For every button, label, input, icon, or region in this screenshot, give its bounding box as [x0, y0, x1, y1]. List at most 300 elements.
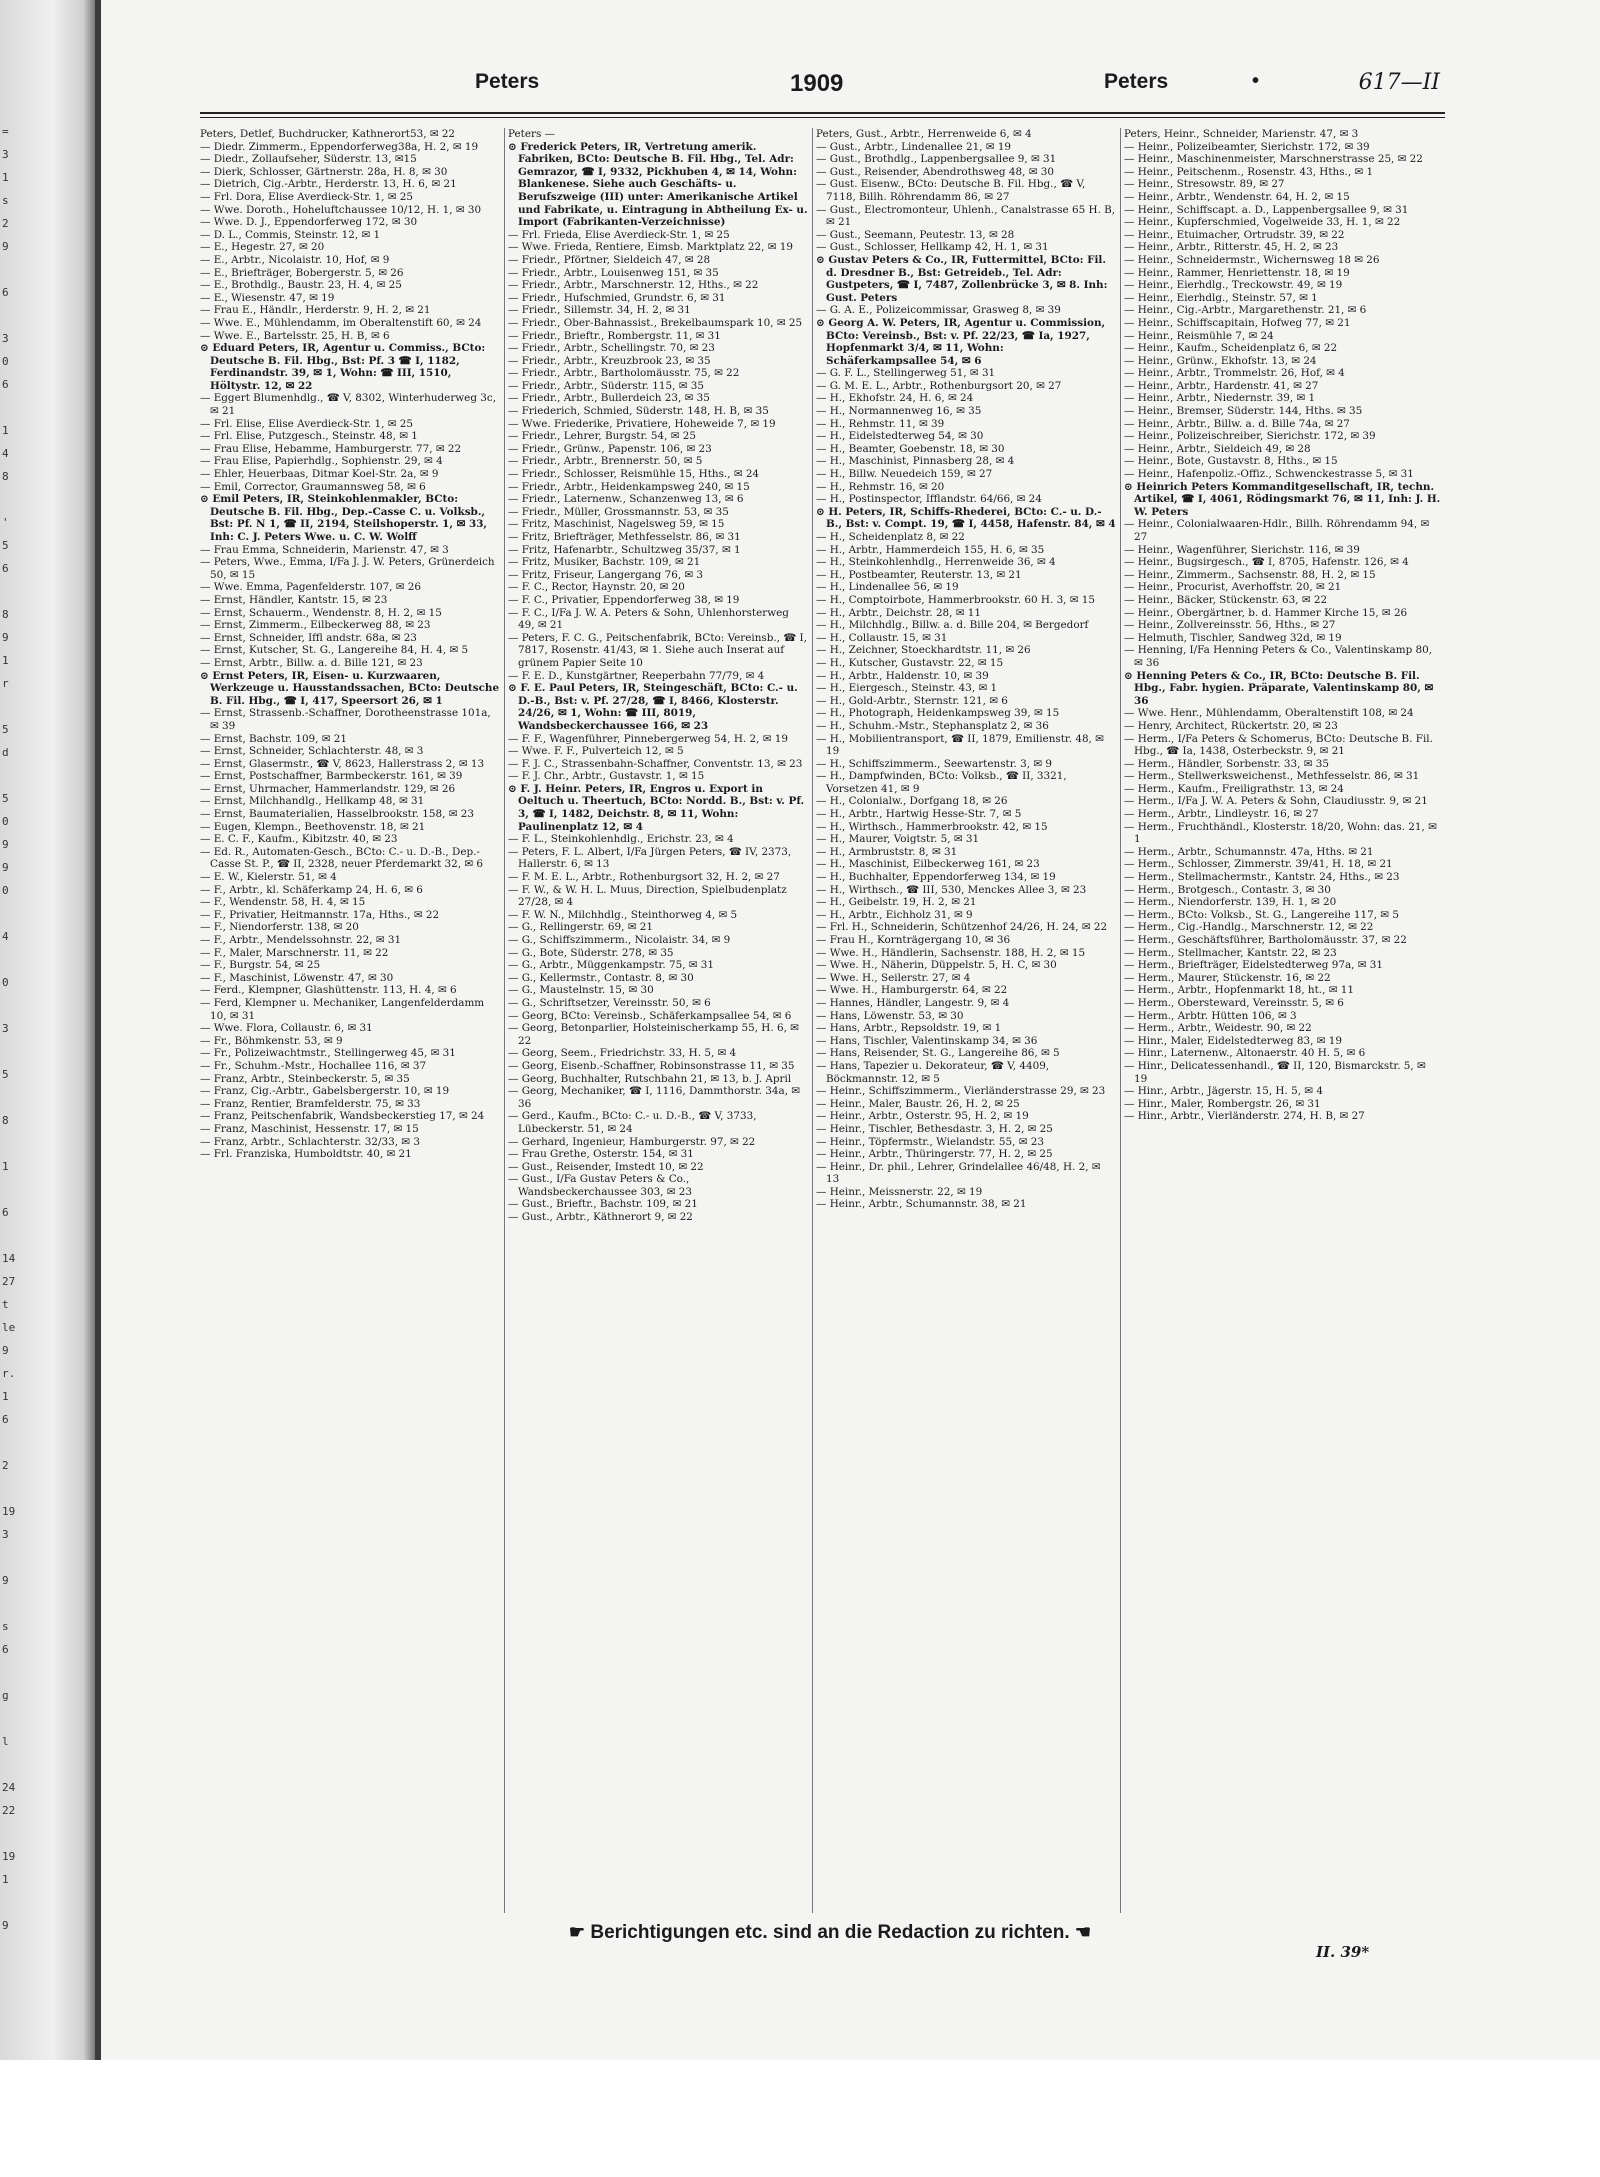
directory-entry: — H., Scheidenplatz 8, ✉ 22 — [816, 531, 965, 543]
directory-entry: — Heinr., Etuimacher, Ortrudstr. 39, ✉ 22 — [1124, 228, 1345, 241]
directory-entry: — Hinr., Maler, Rombergstr. 26, ✉ 31 — [1124, 1097, 1321, 1110]
directory-entry: — G. F. L., Stellingerweg 51, ✉ 31 — [816, 367, 996, 380]
directory-entry: — Gust., Reisender, Imstedt 10, ✉ 22 — [508, 1160, 704, 1173]
directory-entry: — Frl. Elise, Putzgesch., Steinstr. 48, ✉ 1 — [200, 430, 418, 443]
directory-entry: — Herm., Arbtr., Schumannstr. 47a, Hths. ✉ 21 — [1124, 845, 1374, 858]
scan-edge-left — [0, 0, 95, 2060]
directory-entry: — Heinr., Polizeischreiber, Sierichstr. 172, ✉ 39 — [1124, 430, 1376, 443]
directory-entry: — Herm., Maurer, Stückenstr. 16, ✉ 22 — [1124, 971, 1331, 984]
directory-entry: — D. L., Commis, Steinstr. 12, ✉ 1 — [200, 228, 381, 241]
directory-entry: — Friedr., Hufschmied, Grundstr. 6, ✉ 31 — [508, 291, 726, 304]
directory-entry: — H., Steinkohlenhdlg., Herrenweide 36, ✉ 4 — [816, 556, 1056, 569]
directory-entry: — Wwe. H., Seilerstr. 27, ✉ 4 — [816, 971, 971, 984]
directory-entry: — Friedr., Arbtr., Bartholomäusstr. 75, ✉ 22 — [508, 367, 740, 380]
directory-entry: — H., Eidelstedterweg 54, ✉ 30 — [816, 430, 984, 443]
directory-entry: — Herm., Obersteward, Vereinsstr. 5, ✉ 6 — [1124, 996, 1344, 1009]
directory-entry: — Heinr., Meissnerstr. 22, ✉ 19 — [816, 1185, 983, 1198]
directory-entry: — F., Maler, Marschnerstr. 11, ✉ 22 — [200, 946, 389, 959]
directory-entry: — Frau Grethe, Osterstr. 154, ✉ 31 — [508, 1148, 694, 1161]
directory-entry: — Herm., Arbtr., Weidestr. 90, ✉ 22 — [1124, 1022, 1312, 1035]
directory-entry: — Heinr., Tischler, Bethesdastr. 3, H. 2, ✉ 25 — [816, 1122, 1053, 1135]
directory-entry: ⊙ Emil Peters, IR, Steinkohlenmakler, BCto: Deutsche B. Fil. Hbg., Dep.-Casse C. u. Volksb., Bst: Pf. N 1, ☎ II, 2194, Steilshoperstr. 1, ✉ 33, Inh: C. J. Peters Wwe. u. C. W. Wolff — [200, 493, 488, 543]
directory-entry: — Herm., Stellmachermstr., Kantstr. 24, Hths., ✉ 23 — [1124, 871, 1400, 884]
directory-entry: — Herm., Kaufm., Freiligrathstr. 13, ✉ 24 — [1124, 782, 1344, 795]
directory-entry: — Franz, Cig.-Arbtr., Gabelsbergerstr. 10, ✉ 19 — [200, 1085, 450, 1098]
directory-entry: — Wwe. Frieda, Rentiere, Eimsb. Marktplatz 22, ✉ 19 — [508, 241, 793, 254]
directory-entry: — Wwe. Friederike, Privatiere, Hoheweide 7, ✉ 19 — [508, 417, 776, 430]
directory-entry: ⊙ F. J. Heinr. Peters, IR, Engros u. Export in Oeltuch u. Theertuch, BCto: Nordd. B., Bst: v. Pf. 3, ☎ I, 1482, Deichstr. 8, ✉ 11, Wohn: Paulinenplatz 12, ✉ 4 — [508, 782, 805, 833]
directory-entry: — Heinr., Arbtr., Sieldeich 49, ✉ 28 — [1124, 442, 1311, 455]
directory-entry: ⊙ Georg A. W. Peters, IR, Agentur u. Commission, BCto: Vereinsb., Bst: v. Pf. 22/23, ☎ Ia, 1927, Hopfenmarkt 3/4, ✉ 11, Wohn: Schäferkampsallee 54, ✉ 6 — [816, 316, 1106, 367]
directory-entry: — Friedr., Arbtr., Süderstr. 115, ✉ 35 — [508, 379, 704, 392]
directory-entry: — E. C. F., Kaufm., Kibitzstr. 40, ✉ 23 — [200, 833, 398, 846]
directory-entry: — E., Briefträger, Bobergerstr. 5, ✉ 26 — [200, 266, 404, 279]
hand-pointing-left-icon: ☚ — [1074, 1922, 1092, 1942]
directory-entry: — F., Wendenstr. 58, H. 4, ✉ 15 — [200, 896, 366, 909]
directory-entry: — Herm., Fruchthändl., Klosterstr. 18/20, Wohn: das. 21, ✉ 1 — [1124, 820, 1437, 846]
directory-entry: ⊙ F. E. Paul Peters, IR, Steingeschäft, BCto: C.- u. D.-B., Bst: v. Pf. 27/28, ☎ I, 8466, Klosterstr. 24/26, ✉ 1, Wohn: ☎ III, 8019, Wandsbeckerchaussee 166, ✉ 23 — [508, 682, 798, 732]
directory-entry: — Friedr., Arbtr., Marschnerstr. 12, Hths., ✉ 22 — [508, 279, 759, 292]
directory-entry: — Wwe. H., Näherin, Düppelstr. 5, H. C, ✉ 30 — [816, 959, 1057, 972]
directory-entry: — Friedr., Pförtner, Sieldeich 47, ✉ 28 — [508, 253, 711, 266]
directory-entry: — E., Brothdlg., Baustr. 23, H. 4, ✉ 25 — [200, 279, 402, 292]
directory-entry: — F. J. C., Strassenbahn-Schaffner, Conventstr. 13, ✉ 23 — [508, 757, 803, 770]
directory-entry: — Heinr., Arbtr., Osterstr. 95, H. 2, ✉ 19 — [816, 1110, 1029, 1123]
directory-entry: — Heinr., Bote, Gustavstr. 8, Hths., ✉ 15 — [1124, 455, 1338, 468]
directory-entry: — Heinr., Bugsirgesch., ☎ I, 8705, Hafenstr. 126, ✉ 4 — [1124, 556, 1409, 569]
directory-entry: — Gerhard, Ingenieur, Hamburgerstr. 97, ✉ 22 — [508, 1135, 756, 1148]
directory-entry: — Gust., Schlosser, Hellkamp 42, H. 1, ✉ 31 — [816, 241, 1049, 254]
directory-entry: — Wwe. Doroth., Hoheluftchaussee 10/12, H. 1, ✉ 30 — [200, 203, 482, 216]
directory-entry: — Gust., Brothdlg., Lappenbergsallee 9, ✉ 31 — [816, 153, 1057, 166]
directory-entry: — Emil, Corrector, Graumannsweg 58, ✉ 6 — [200, 480, 426, 493]
directory-entry: ⊙ Eduard Peters, IR, Agentur u. Commiss., BCto: Deutsche B. Fil. Hbg., Bst: Pf. 3 ☎ I, 1182, Ferdinandstr. 39, ✉ 1, Wohn: ☎ III, 1510, Höltystr. 12, ✉ 22 — [200, 342, 486, 392]
left-page-fragments: = 3 1 s 2 9 6 3 0 6 1 4 8 ' 5 6 8 9 1 r 5 d 5 0 9 9 0 4 0 3 5 8 1 6 14 27 t le 9 r. 1 6 2 19 3 9 s 6 g l 24 22 19 1 9 — [2, 125, 16, 1932]
directory-entry: — Heinr., Colonialwaaren-Hdlr., Billh. Röhrendamm 94, ✉ 27 — [1124, 518, 1430, 543]
directory-entry: — Friedr., Laternenw., Schanzenweg 13, ✉ 6 — [508, 493, 744, 506]
directory-entry: — H., Comptoirbote, Hammerbrookstr. 60 H. 3, ✉ 15 — [816, 593, 1096, 606]
directory-entry: — F. C., Rector, Haynstr. 20, ✉ 20 — [508, 581, 685, 594]
directory-entry: — Diedr., Zollaufseher, Süderstr. 13, ✉15 — [200, 153, 417, 166]
directory-entry: ⊙ H. Peters, IR, Schiffs-Rhederei, BCto: C.- u. D.-B., Bst: v. Compt. 19, ☎ I, 4458, Hafenstr. 84, ✉ 4 — [816, 505, 1116, 531]
directory-entry: — Heinr., Procurist, Averhoffstr. 20, ✉ 21 — [1124, 581, 1342, 594]
directory-entry: — Gust., Seemann, Peutestr. 13, ✉ 28 — [816, 228, 1015, 241]
directory-entry: — H., Schuhm.-Mstr., Stephansplatz 2, ✉ 36 — [816, 719, 1049, 732]
directory-entry: — Henry, Architect, Rückertstr. 20, ✉ 23 — [1124, 719, 1338, 732]
directory-entry: — Ernst, Strassenb.-Schaffner, Dorotheenstrasse 101a, ✉ 39 — [200, 707, 491, 732]
directory-entry: — Franz, Maschinist, Hessenstr. 17, ✉ 15 — [200, 1122, 419, 1135]
directory-entry: — Heinr., Arbtr., Niedernstr. 39, ✉ 1 — [1124, 392, 1316, 405]
directory-entry: — Heinr., Bäcker, Stückenstr. 63, ✉ 22 — [1124, 593, 1328, 606]
directory-entry: — Friedr., Arbtr., Brennerstr. 50, ✉ 5 — [508, 455, 703, 468]
directory-entry: — Georg, Eisenb.-Schaffner, Robinsonstrasse 11, ✉ 35 — [508, 1059, 795, 1072]
directory-entry: — Heinr., Töpfermstr., Wielandstr. 55, ✉ 23 — [816, 1135, 1044, 1148]
directory-entry: ⊙ Frederick Peters, IR, Vertretung amerik. Fabriken, BCto: Deutsche B. Fil. Hbg., Tel. Adr: Gemrazor, ☎ I, 9332, Pickhuben 4, ✉ 14, Wohn: Blankenese. Siehe auch Geschäfts- u. Berufszweige (III) unter: Amerikanische Artikel und Fabrikate, u. Eintragung in Abtheilung Ex- u. Import (Fabrikanten-Verzeichnisse) — [508, 140, 808, 229]
directory-entry: — Ernst, Glasermstr., ☎ V, 8623, Hallerstrass 2, ✉ 13 — [200, 757, 485, 770]
hand-pointing-right-icon: ☛ — [568, 1922, 586, 1942]
directory-entry: — Fr., Böhmkenstr. 53, ✉ 9 — [200, 1034, 343, 1047]
directory-entry: — Heinr., Arbtr., Trommelstr. 26, Hof, ✉ 4 — [1124, 367, 1345, 380]
directory-entry: — F. F., Wagenführer, Pinnebergerweg 54, H. 2, ✉ 19 — [508, 732, 788, 745]
directory-entry: — H., Collaustr. 15, ✉ 31 — [816, 631, 948, 644]
directory-entry: — Dietrich, Cig.-Arbtr., Herderstr. 13, H. 6, ✉ 21 — [200, 178, 457, 191]
directory-entry: — Hannes, Händler, Langestr. 9, ✉ 4 — [816, 996, 1010, 1009]
directory-entry: — Herm., Cig.-Handlg., Marschnerstr. 12, ✉ 22 — [1124, 921, 1374, 934]
directory-entry: — Wwe. F. F., Pulverteich 12, ✉ 5 — [508, 745, 684, 758]
directory-entry: — Wwe. H., Händlerin, Sachsenstr. 188, H. 2, ✉ 15 — [816, 946, 1086, 959]
directory-entry: — H., Eiergesch., Steinstr. 43, ✉ 1 — [816, 682, 998, 695]
directory-entry: — Eugen, Klempn., Beethovenstr. 18, ✉ 21 — [200, 820, 426, 833]
directory-entry: — H., Postbeamter, Reuterstr. 13, ✉ 21 — [816, 568, 1022, 581]
directory-entry: — H., Buchhalter, Eppendorferweg 134, ✉ 19 — [816, 871, 1056, 884]
directory-entry: — F., Privatier, Heitmannstr. 17a, Hths., ✉ 22 — [200, 908, 440, 921]
directory-entry: — Friedr., Schlosser, Reismühle 15, Hths., ✉ 24 — [508, 468, 760, 481]
directory-entry: — H., Gold-Arbtr., Sternstr. 121, ✉ 6 — [816, 694, 1008, 707]
directory-entry: — F. J. Chr., Arbtr., Gustavstr. 1, ✉ 15 — [508, 770, 705, 783]
directory-entry: — H., Wirthsch., ☎ III, 530, Menckes Allee 3, ✉ 23 — [816, 883, 1087, 896]
directory-entry: — H., Maschinist, Eilbeckerweg 161, ✉ 23 — [816, 858, 1040, 871]
column-divider — [1120, 128, 1121, 1913]
directory-entry: — H., Wirthsch., Hammerbrookstr. 42, ✉ 15 — [816, 820, 1048, 833]
directory-entry: — H., Mobilientransport, ☎ II, 1879, Emilienstr. 48, ✉ 19 — [816, 732, 1104, 758]
directory-entry: — E. W., Kielerstr. 51, ✉ 4 — [200, 871, 337, 884]
directory-entry: — H., Ekhofstr. 24, H. 6, ✉ 24 — [816, 392, 974, 405]
directory-entry: — F. W. N., Milchhdlg., Steinthorweg 4, ✉ 5 — [508, 908, 738, 921]
directory-entry: — Heinr., Arbtr., Schumannstr. 38, ✉ 21 — [816, 1198, 1027, 1211]
directory-entry: — Diedr. Zimmerm., Eppendorferweg38a, H. 2, ✉ 19 — [200, 140, 479, 153]
directory-entry: — Friedr., Arbtr., Louisenweg 151, ✉ 35 — [508, 266, 719, 279]
directory-entry: — Friederich, Schmied, Süderstr. 148, H. B, ✉ 35 — [508, 405, 769, 418]
directory-entry: — Ernst, Zimmerm., Eilbeckerweg 88, ✉ 23 — [200, 619, 431, 632]
directory-entry: — H., Colonialw., Dorfgang 18, ✉ 26 — [816, 795, 1008, 808]
directory-entry: — Frl. Elise, Elise Averdieck-Str. 1, ✉ 25 — [200, 417, 413, 430]
directory-entry: — H., Normannenweg 16, ✉ 35 — [816, 405, 982, 418]
directory-entry: — Hinr., Maler, Eidelstedterweg 83, ✉ 19 — [1124, 1034, 1342, 1047]
directory-entry: — Fr., Polizeiwachtmstr., Stellingerweg 45, ✉ 31 — [200, 1047, 456, 1060]
directory-entry: — Ehler, Heuerbaas, Ditmar Koel-Str. 2a, ✉ 9 — [200, 468, 439, 481]
directory-entry: — Herm., I/Fa Peters & Schomerus, BCto: Deutsche B. Fil. Hbg., ☎ Ia, 1438, Osterbeckstr. 9, ✉ 21 — [1124, 732, 1433, 758]
directory-entry: — G., Kellermstr., Contastr. 8, ✉ 30 — [508, 971, 694, 984]
directory-entry: — Heinr., Stresowstr. 89, ✉ 27 — [1124, 178, 1285, 191]
directory-entry: — Franz, Peitschenfabrik, Wandsbeckerstieg 17, ✉ 24 — [200, 1110, 485, 1123]
directory-entry: — Frau H., Kornträgergang 10, ✉ 36 — [816, 934, 1011, 946]
directory-entry: — Fritz, Briefträger, Methfesselstr. 86, ✉ 31 — [508, 531, 741, 543]
directory-entry: — Heinr., Bremser, Süderstr. 144, Hths. ✉ 35 — [1124, 405, 1363, 418]
directory-entry: — Ernst, Schneider, Iffl andstr. 68a, ✉ 23 — [200, 631, 417, 644]
directory-entry: — Heinr., Hafenpoliz.-Offiz., Schwenckestrasse 5, ✉ 31 — [1124, 468, 1414, 481]
directory-entry: — Friedr., Brieftr., Rombergstr. 11, ✉ 31 — [508, 329, 721, 342]
directory-entry: — Fritz, Hafenarbtr., Schultzweg 35/37, ✉ 1 — [508, 543, 741, 556]
directory-entry: — H., Armbruststr. 8, ✉ 31 — [816, 845, 958, 858]
directory-entry: — Friedr., Lehrer, Burgstr. 54, ✉ 25 — [508, 430, 696, 443]
directory-entry: Peters, Detlef, Buchdrucker, Kathnerort53, ✉ 22 — [200, 128, 456, 140]
directory-entry: — F., Burgstr. 54, ✉ 25 — [200, 959, 321, 972]
directory-entry: — Friedr., Ober-Bahnassist., Brekelbaumspark 10, ✉ 25 — [508, 316, 803, 329]
directory-entry: — Hinr., Laternenw., Altonaerstr. 40 H. 5, ✉ 6 — [1124, 1047, 1366, 1060]
directory-entry: — G., Rellingerstr. 69, ✉ 21 — [508, 921, 653, 934]
directory-entry: — Ferd, Klempner u. Mechaniker, Langenfelderdamm 10, ✉ 31 — [200, 996, 485, 1022]
directory-entry: — Wwe. E., Bartelsstr. 25, H. B, ✉ 6 — [200, 329, 390, 342]
directory-entry: — E., Wiesenstr. 47, ✉ 19 — [200, 291, 335, 304]
directory-entry: — Frau E., Händlr., Herderstr. 9, H. 2, ✉ 21 — [200, 304, 431, 317]
directory-entry: — Hans, Tapezier u. Dekorateur, ☎ V, 4409, Böckmannstr. 12, ✉ 5 — [816, 1059, 1050, 1085]
directory-entry: — Heinr., Arbtr., Hardenstr. 41, ✉ 27 — [1124, 379, 1319, 392]
page-header — [380, 70, 1440, 110]
directory-column-2 — [508, 128, 808, 1913]
directory-entry: — Herm., Geschäftsführer, Bartholomäusstr. 37, ✉ 22 — [1124, 934, 1407, 946]
directory-entry: — G., Schiffszimmerm., Nicolaistr. 34, ✉ 9 — [508, 934, 731, 946]
directory-entry: Peters, Heinr., Schneider, Marienstr. 47, ✉ 3 — [1124, 128, 1359, 140]
column-divider — [812, 128, 813, 1913]
directory-entry: — Heinr., Zimmerm., Sachsenstr. 88, H. 2, ✉ 15 — [1124, 568, 1376, 581]
directory-entry: — H., Schiffszimmerm., Seewartenstr. 3, ✉ 9 — [816, 757, 1052, 770]
directory-entry: — Fritz, Friseur, Langergang 76, ✉ 3 — [508, 568, 704, 581]
directory-entry: — Gust. Eisenw., BCto: Deutsche B. Fil. Hbg., ☎ V, 7118, Billh. Röhrendamm 86, ✉ 27 — [816, 178, 1086, 203]
directory-entry: — Heinr., Maler, Baustr. 26, H. 2, ✉ 25 — [816, 1097, 1020, 1110]
directory-entry: — Georg, BCto: Vereinsb., Schäferkampsallee 54, ✉ 6 — [508, 1009, 792, 1022]
directory-entry: — Hans, Reisender, St. G., Langereihe 86, ✉ 5 — [816, 1047, 1060, 1060]
directory-entry: — Frau Emma, Schneiderin, Marienstr. 47, ✉ 3 — [200, 543, 449, 556]
directory-entry: — H., Arbtr., Deichstr. 28, ✉ 11 — [816, 606, 982, 619]
directory-entry: — E., Arbtr., Nicolaistr. 10, Hof, ✉ 9 — [200, 253, 390, 266]
directory-column-4 — [1124, 128, 1442, 1913]
directory-entry: — Herm., Arbtr., Hopfenmarkt 18, ht., ✉ 11 — [1124, 984, 1354, 997]
directory-entry: — Hans, Arbtr., Repsoldstr. 19, ✉ 1 — [816, 1022, 1002, 1035]
directory-entry: — G., Arbtr., Müggenkampstr. 75, ✉ 31 — [508, 959, 715, 972]
directory-entry: — Herm., BCto: Volksb., St. G., Langereihe 117, ✉ 5 — [1124, 908, 1399, 921]
directory-entry: Peters, Gust., Arbtr., Herrenweide 6, ✉ 4 — [816, 128, 1032, 140]
directory-entry: — Friedr., Arbtr., Heidenkampsweg 240, ✉ 15 — [508, 480, 750, 493]
header-right-name: Peters — [1104, 70, 1169, 93]
directory-entry: — H., Beamter, Goebenstr. 18, ✉ 30 — [816, 442, 1005, 455]
directory-entry: — H., Arbtr., Hartwig Hesse-Str. 7, ✉ 5 — [816, 808, 1022, 821]
directory-entry: — H., Maurer, Voigtstr. 5, ✉ 31 — [816, 833, 980, 846]
directory-entry: — Gust., Reisender, Abendrothsweg 48, ✉ 30 — [816, 165, 1054, 178]
directory-entry: — Ed. R., Automaten-Gesch., BCto: C.- u. D.-B., Dep.-Casse St. P., ☎ II, 2328, neuer Pferdemarkt 32, ✉ 6 — [200, 845, 484, 871]
directory-column-3 — [816, 128, 1116, 1913]
directory-entry: — Gust., Arbtr., Käthnerort 9, ✉ 22 — [508, 1211, 693, 1224]
directory-entry: — F. L., Steinkohlenhdlg., Erichstr. 23, ✉ 4 — [508, 833, 734, 846]
directory-entry: — Gust., Brieftr., Bachstr. 109, ✉ 21 — [508, 1198, 698, 1211]
directory-entry: — Herm., Niendorferstr. 139, H. 1, ✉ 20 — [1124, 896, 1337, 909]
directory-entry: — H., Dampfwinden, BCto: Volksb., ☎ II, 3321, Vorsetzen 41, ✉ 9 — [816, 770, 1067, 795]
header-dot: • — [1252, 70, 1260, 92]
directory-entry: — Georg, Mechaniker, ☎ I, 1116, Dammthorstr. 34a, ✉ 36 — [508, 1085, 801, 1110]
directory-entry: — H., Rehmstr. 16, ✉ 20 — [816, 480, 945, 493]
directory-entry: — Heinr., Dr. phil., Lehrer, Grindelallee 46/48, H. 2, ✉ 13 — [816, 1160, 1101, 1186]
directory-entry: — Ernst, Uhrmacher, Hammerlandstr. 129, ✉ 26 — [200, 782, 456, 795]
directory-entry: — Wwe. E., Mühlendamm, im Oberaltenstift 60, ✉ 24 — [200, 316, 482, 329]
directory-entry: — G. A. E., Polizeicommissar, Grasweg 8, ✉ 39 — [816, 304, 1061, 317]
directory-column-1 — [200, 128, 500, 1913]
directory-entry: — Heinr., Schneidermstr., Wichernsweg 18 ✉ 26 — [1124, 253, 1380, 266]
header-year: 1909 — [790, 70, 844, 97]
directory-entry: — Eggert Blumenhdlg., ☎ V, 8302, Winterhuderweg 3c, ✉ 21 — [200, 392, 497, 418]
directory-entry: — Fritz, Musiker, Bachstr. 109, ✉ 21 — [508, 556, 701, 569]
directory-entry: — G., Bote, Süderstr. 278, ✉ 35 — [508, 946, 674, 959]
directory-entry: — Herm., Arbtr., Lindleystr. 16, ✉ 27 — [1124, 808, 1319, 821]
directory-entry: — H., Arbtr., Eichholz 31, ✉ 9 — [816, 908, 973, 921]
directory-entry: — Hans, Löwenstr. 53, ✉ 30 — [816, 1009, 964, 1022]
directory-entry: — Heinr., Schiffscapitain, Hofweg 77, ✉ 21 — [1124, 316, 1351, 329]
directory-entry: — F. M. E. L., Arbtr., Rothenburgsort 32, H. 2, ✉ 27 — [508, 871, 780, 884]
directory-entry: — Heinr., Rammer, Henriettenstr. 18, ✉ 19 — [1124, 266, 1350, 279]
directory-entry: — Gerd., Kaufm., BCto: C.- u. D.-B., ☎ V, 3733, Lübeckerstr. 51, ✉ 24 — [508, 1110, 757, 1135]
header-page-number: 617—II — [1358, 70, 1440, 95]
directory-entry: — Herm., Arbtr. Hütten 106, ✉ 3 — [1124, 1009, 1297, 1022]
directory-entry: — Herm., Brotgesch., Contastr. 3, ✉ 30 — [1124, 883, 1331, 896]
header-left-name: Peters — [475, 70, 540, 93]
directory-entry: — Hinr., Delicatessenhandl., ☎ II, 120, Bismarckstr. 5, ✉ 19 — [1124, 1059, 1426, 1085]
directory-entry: — Friedr., Grünw., Papenstr. 106, ✉ 23 — [508, 442, 712, 455]
directory-entry: — Ernst, Arbtr., Billw. a. d. Bille 121, ✉ 23 — [200, 656, 423, 669]
directory-entry: — H., Kutscher, Gustavstr. 22, ✉ 15 — [816, 656, 1004, 669]
directory-entry: — Herm., Briefträger, Eidelstedterweg 97a, ✉ 31 — [1124, 959, 1384, 972]
directory-entry: — Heinr., Eierhdlg., Treckowstr. 49, ✉ 19 — [1124, 279, 1343, 292]
footer-notice-text: Berichtigungen etc. sind an die Redaction zu richten. — [590, 1922, 1070, 1943]
directory-entry: — Fr., Schuhm.-Mstr., Hochallee 116, ✉ 37 — [200, 1059, 427, 1072]
directory-entry: — Heinr., Obergärtner, b. d. Hammer Kirche 15, ✉ 26 — [1124, 606, 1408, 619]
directory-entry: — Dierk, Schlosser, Gärtnerstr. 28a, H. 8, ✉ 30 — [200, 165, 448, 178]
directory-entry: — Friedr., Arbtr., Bullerdeich 23, ✉ 35 — [508, 392, 710, 405]
directory-entry: — H., Postinspector, Ifflandstr. 64/66, ✉ 24 — [816, 493, 1042, 506]
directory-entry: — Henning, I/Fa Henning Peters & Co., Valentinskamp 80, ✉ 36 — [1124, 644, 1433, 669]
directory-entry: — G., Schriftsetzer, Vereinsstr. 50, ✉ 6 — [508, 996, 711, 1009]
directory-entry: — F., Arbtr., kl. Schäferkamp 24, H. 6, ✉ 6 — [200, 883, 423, 896]
directory-entry: — Heinr., Kupferschmied, Vogelweide 33, H. 1, ✉ 22 — [1124, 216, 1401, 229]
directory-entry: — H., Billw. Neuedeich 159, ✉ 27 — [816, 468, 993, 481]
directory-entry: — H., Zeichner, Stoeckhardtstr. 11, ✉ 26 — [816, 644, 1031, 657]
directory-entry: — Hinr., Arbtr., Vierländerstr. 274, H. B, ✉ 27 — [1124, 1110, 1365, 1123]
directory-entry: — Wwe. H., Hamburgerstr. 64, ✉ 22 — [816, 984, 1008, 997]
directory-entry: — G. M. E. L., Arbtr., Rothenburgsort 20, ✉ 27 — [816, 379, 1062, 392]
directory-entry: — Heinr., Maschinenmeister, Marschnerstrasse 25, ✉ 22 — [1124, 153, 1423, 166]
directory-entry: — Herm., I/Fa J. W. A. Peters & Sohn, Claudiusstr. 9, ✉ 21 — [1124, 795, 1428, 808]
directory-entry: — Frau Elise, Hebamme, Hamburgerstr. 77, ✉ 22 — [200, 442, 462, 455]
column-divider — [504, 128, 505, 1913]
directory-entry: — Friedr., Arbtr., Schellingstr. 70, ✉ 23 — [508, 342, 715, 355]
header-rule-secondary — [200, 117, 1445, 118]
directory-entry: — Ernst, Bachstr. 109, ✉ 21 — [200, 732, 348, 745]
directory-entry: — Heinr., Arbtr., Wendenstr. 64, H. 2, ✉ 15 — [1124, 190, 1350, 203]
directory-entry: — E., Hegestr. 27, ✉ 20 — [200, 241, 325, 254]
directory-entry: — Franz, Rentier, Bramfelderstr. 75, ✉ 33 — [200, 1097, 421, 1110]
directory-entry: — Gust., Electromonteur, Uhlenh., Canalstrasse 65 H. B, ✉ 21 — [816, 203, 1116, 229]
directory-entry: — Peters, Wwe., Emma, I/Fa J. J. W. Peters, Grünerdeich 50, ✉ 15 — [200, 556, 495, 581]
directory-entry: — Herm., Stellmacher, Kantstr. 22, ✉ 23 — [1124, 946, 1337, 959]
directory-entry: — Herm., Stellwerksweichenst., Methfesselstr. 86, ✉ 31 — [1124, 770, 1420, 783]
directory-entry: — Heinr., Reismühle 7, ✉ 24 — [1124, 329, 1274, 342]
directory-entry: — Hans, Tischler, Valentinskamp 34, ✉ 36 — [816, 1034, 1038, 1047]
directory-entry: — Friedr., Arbtr., Kreuzbrook 23, ✉ 35 — [508, 354, 711, 367]
directory-entry: — Heinr., Arbtr., Billw. a. d. Bille 74a, ✉ 27 — [1124, 417, 1350, 430]
directory-entry: — Helmuth, Tischler, Sandweg 32d, ✉ 19 — [1124, 631, 1342, 644]
directory-entry: — Heinr., Eierhdlg., Steinstr. 57, ✉ 1 — [1124, 291, 1318, 304]
directory-entry: — Georg, Betonparlier, Holsteinischerkamp 55, H. 6, ✉ 22 — [508, 1022, 799, 1047]
directory-entry: — H., Arbtr., Hammerdeich 155, H. 6, ✉ 35 — [816, 543, 1045, 556]
directory-entry: — Frl. H., Schneiderin, Schützenhof 24/26, H. 24, ✉ 22 — [816, 921, 1108, 934]
directory-entry: ⊙ Ernst Peters, IR, Eisen- u. Kurzwaaren, Werkzeuge u. Hausstandssachen, BCto: Deutsche B. Fil. Hbg., ☎ I, 417, Speersort 26, ✉ 1 — [200, 669, 500, 707]
directory-entry: — Heinr., Wagenführer, Sierichstr. 116, ✉ 39 — [1124, 543, 1360, 556]
directory-entry: — H., Milchhdlg., Billw. a. d. Bille 204, ✉ Bergedorf — [816, 619, 1089, 632]
directory-entry: ⊙ Heinrich Peters Kommanditgesellschaft, IR, techn. Artikel, ☎ I, 4061, Rödingsmarkt 76, ✉ 11, Inh: J. H. W. Peters — [1124, 480, 1441, 518]
directory-entry: — Frl. Franziska, Humboldtstr. 40, ✉ 21 — [200, 1148, 412, 1161]
directory-entry: ⊙ Gustav Peters & Co., IR, Futtermittel, BCto: Fil. d. Dresdner B., Bst: Getreideb., Tel. Adr: Gustpeters, ☎ I, 7487, Zollenbrücke 3, ✉ 8. Inh: Gust. Peters — [816, 253, 1108, 304]
directory-entry: — Ernst, Postschaffner, Barmbeckerstr. 161, ✉ 39 — [200, 770, 463, 783]
directory-entry: — Peters, F. C. G., Peitschenfabrik, BCto: Vereinsb., ☎ I, 7817, Rosenstr. 41/43, ✉ 1. Siehe auch Inserat auf grünem Papier Seite 10 — [508, 631, 807, 669]
directory-entry: — Ernst, Milchhandlg., Hellkamp 48, ✉ 31 — [200, 795, 425, 808]
directory-entry: — Ernst, Schauerm., Wendenstr. 8, H. 2, ✉ 15 — [200, 606, 442, 619]
directory-entry: ⊙ Henning Peters & Co., IR, BCto: Deutsche B. Fil. Hbg., Fabr. hygien. Präparate, Valentinskamp 80, ✉ 36 — [1124, 669, 1434, 707]
directory-entry: — F., Maschinist, Löwenstr. 47, ✉ 30 — [200, 971, 394, 984]
directory-entry: — Wwe. Flora, Collaustr. 6, ✉ 31 — [200, 1022, 373, 1035]
directory-entry: — Frl. Dora, Elise Averdieck-Str. 1, ✉ 25 — [200, 190, 413, 203]
directory-entry: — Heinr., Arbtr., Thüringerstr. 77, H. 2, ✉ 25 — [816, 1148, 1053, 1161]
directory-entry: — Ernst, Schneider, Schlachterstr. 48, ✉ 3 — [200, 745, 424, 758]
directory-entry: — F. W., & W. H. L. Muus, Direction, Spielbudenplatz 27/28, ✉ 4 — [508, 883, 787, 909]
directory-entry: — Ferd., Klempner, Glashüttenstr. 113, H. 4, ✉ 6 — [200, 984, 457, 997]
directory-entry: — F. C., I/Fa J. W. A. Peters & Sohn, Uhlenhorsterweg 49, ✉ 21 — [508, 606, 789, 632]
directory-entry: — Frl. Frieda, Elise Averdieck-Str. 1, ✉ 25 — [508, 228, 730, 241]
directory-entry: — Frau Elise, Papierhdlg., Sophienstr. 29, ✉ 4 — [200, 455, 443, 468]
footer-page-code: II. 39* — [1316, 1943, 1370, 1961]
directory-entry: — F. E. D., Kunstgärtner, Reeperbahn 77/79, ✉ 4 — [508, 669, 765, 682]
directory-entry: Peters — — [508, 128, 555, 140]
directory-entry: — F., Niendorferstr. 138, ✉ 20 — [200, 921, 359, 934]
directory-entry: — H., Arbtr., Haldenstr. 10, ✉ 39 — [816, 669, 989, 682]
directory-entry: — Heinr., Arbtr., Ritterstr. 45, H. 2, ✉ 23 — [1124, 241, 1339, 254]
directory-entry: — Franz, Arbtr., Schlachterstr. 32/33, ✉ 3 — [200, 1135, 420, 1148]
directory-entry: — Herm., Händler, Sorbenstr. 33, ✉ 35 — [1124, 757, 1329, 770]
directory-entry: — Ernst, Kutscher, St. G., Langereihe 84, H. 4, ✉ 5 — [200, 644, 469, 657]
directory-entry: — Ernst, Händler, Kantstr. 15, ✉ 23 — [200, 593, 388, 606]
directory-entry: — Friedr., Müller, Grossmannstr. 53, ✉ 35 — [508, 505, 729, 518]
directory-entry: — Ernst, Baumaterialien, Hasselbrookstr. 158, ✉ 23 — [200, 808, 474, 821]
directory-entry: — H., Maschinist, Pinnasberg 28, ✉ 4 — [816, 455, 1015, 468]
directory-entry: — F., Arbtr., Mendelssohnstr. 22, ✉ 31 — [200, 934, 402, 946]
footer-notice — [470, 1922, 1190, 1944]
directory-entry: — Wwe. Emma, Pagenfelderstr. 107, ✉ 26 — [200, 581, 422, 594]
directory-entry: — G., Maustelnstr. 15, ✉ 30 — [508, 984, 654, 997]
directory-entry: — Herm., Schlosser, Zimmerstr. 39/41, H. 18, ✉ 21 — [1124, 858, 1393, 871]
directory-entry: — Gust., I/Fa Gustav Peters & Co., Wandsbeckerchaussee 303, ✉ 23 — [508, 1173, 693, 1198]
directory-entry: — Georg, Seem., Friedrichstr. 33, H. 5, ✉ 4 — [508, 1047, 737, 1060]
directory-entry: — H., Geibelstr. 19, H. 2, ✉ 21 — [816, 896, 977, 909]
directory-entry: — Heinr., Zollvereinsstr. 56, Hths., ✉ 27 — [1124, 619, 1336, 632]
directory-entry: — Hinr., Arbtr., Jägerstr. 15, H. 5, ✉ 4 — [1124, 1085, 1323, 1098]
directory-entry: — Heinr., Polizeibeamter, Sierichstr. 172, ✉ 39 — [1124, 140, 1370, 153]
directory-entry: — Heinr., Schiffscapt. a. D., Lappenbergsallee 9, ✉ 31 — [1124, 203, 1409, 216]
directory-entry: — Fritz, Maschinist, Nagelsweg 59, ✉ 15 — [508, 518, 725, 531]
directory-entry: — H., Photograph, Heidenkampsweg 39, ✉ 15 — [816, 707, 1060, 720]
directory-entry: — Wwe. D. J., Eppendorferweg 172, ✉ 30 — [200, 216, 418, 229]
directory-entry: — F. C., Privatier, Eppendorferweg 38, ✉ 19 — [508, 593, 740, 606]
directory-entry: — Heinr., Grünw., Ekhofstr. 13, ✉ 24 — [1124, 354, 1317, 367]
directory-entry: — H., Lindenallee 56, ✉ 19 — [816, 581, 959, 594]
directory-entry: — Gust., Arbtr., Lindenallee 21, ✉ 19 — [816, 140, 1012, 153]
header-rule — [200, 112, 1445, 114]
directory-entry: — Franz, Arbtr., Steinbeckerstr. 5, ✉ 35 — [200, 1072, 410, 1085]
directory-entry: — Peters, F. L. Albert, I/Fa Jürgen Peters, ☎ IV, 2373, Hallerstr. 6, ✉ 13 — [508, 845, 792, 871]
directory-entry: — Heinr., Schiffszimmerm., Vierländerstrasse 29, ✉ 23 — [816, 1085, 1106, 1098]
directory-entry: — Friedr., Sillemstr. 34, H. 2, ✉ 31 — [508, 304, 691, 317]
directory-entry: — Heinr., Cig.-Arbtr., Margarethenstr. 21, ✉ 6 — [1124, 304, 1367, 317]
directory-entry: — H., Rehmstr. 11, ✉ 39 — [816, 417, 945, 430]
directory-entry: — Georg, Buchhalter, Rutschbahn 21, ✉ 13, b. J. April — [508, 1072, 792, 1085]
directory-entry: — Heinr., Peitschenm., Rosenstr. 43, Hths., ✉ 1 — [1124, 165, 1374, 178]
directory-entry: — Heinr., Kaufm., Scheidenplatz 6, ✉ 22 — [1124, 342, 1338, 355]
directory-entry: — Wwe. Henr., Mühlendamm, Oberaltenstift 108, ✉ 24 — [1124, 707, 1414, 720]
